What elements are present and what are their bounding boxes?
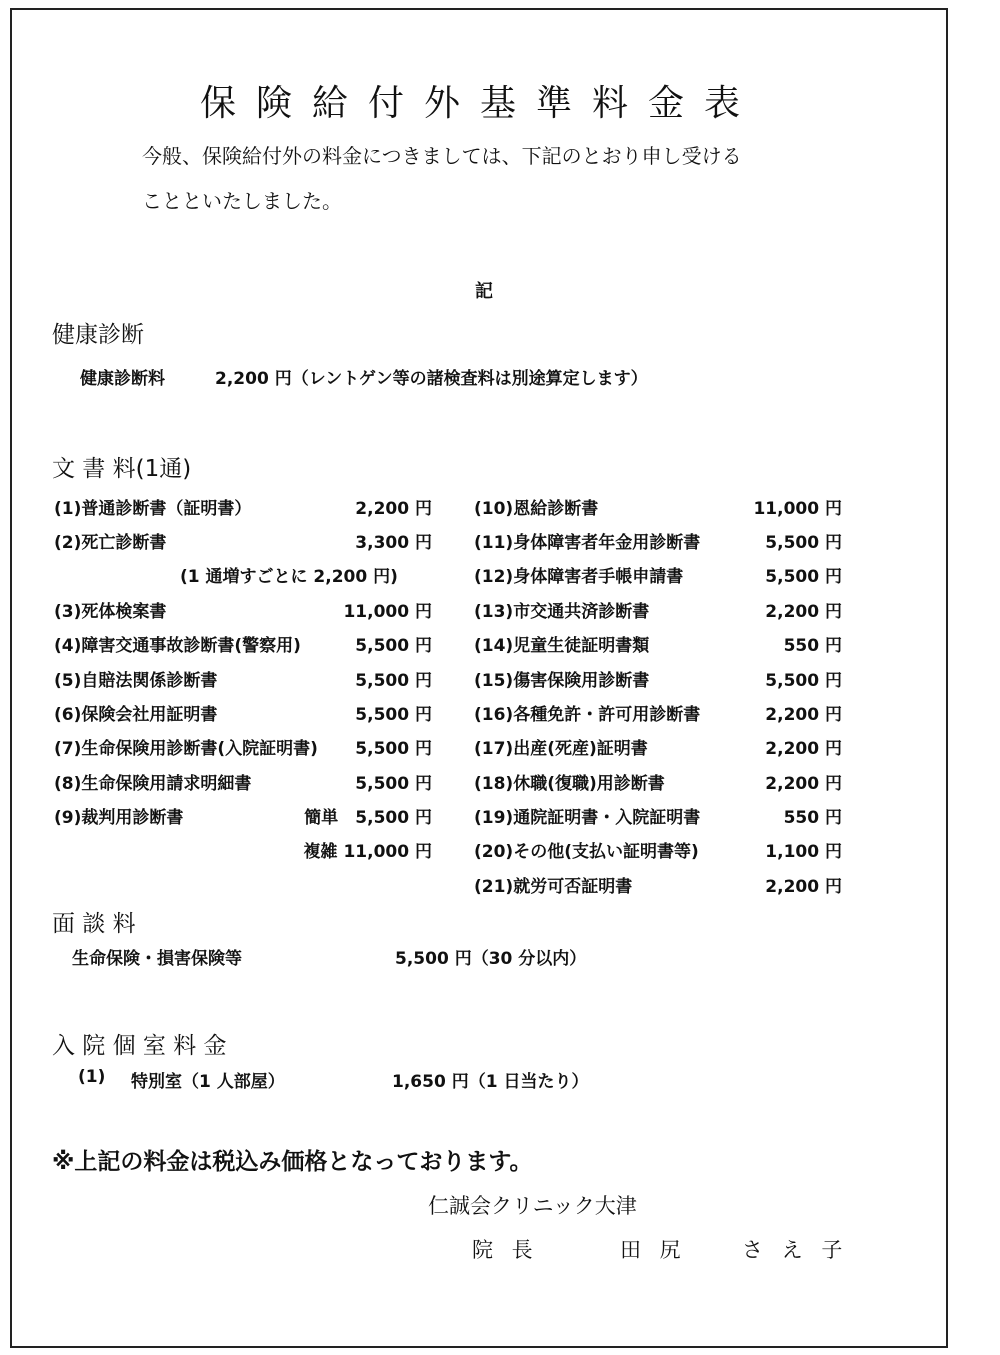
- doc-row: [474, 803, 842, 837]
- doc-row: [474, 562, 842, 596]
- checkup-price: 2,200 円（レントゲン等の諸検査料は別途算定します）: [215, 369, 648, 389]
- doc-price: 2,200 円: [765, 774, 842, 794]
- doc-row: [474, 597, 842, 631]
- doc-row: [54, 769, 432, 803]
- doc-row: [474, 494, 842, 528]
- doc-price: 2,200 円: [765, 602, 842, 622]
- doc-label: (17)出産(死産)証明書: [474, 739, 648, 759]
- doc-row: [474, 769, 842, 803]
- director-given-name: さ え 子: [742, 1238, 849, 1262]
- doc-price: 5,500 円: [765, 567, 842, 587]
- doc-label: (18)休職(復職)用診断書: [474, 774, 665, 794]
- doc-row: [54, 803, 432, 837]
- director-surname: 田 尻: [620, 1238, 687, 1262]
- doc-row: [474, 666, 842, 700]
- doc-label: (8)生命保険用請求明細書: [54, 774, 252, 794]
- doc-price: 5,500 円: [355, 739, 432, 759]
- doc-row: [474, 700, 842, 734]
- doc-row: [54, 734, 432, 768]
- interview-heading: 面 談 料: [52, 911, 136, 937]
- doc-label: (6)保険会社用証明書: [54, 705, 218, 725]
- ki-heading: 記: [475, 281, 493, 302]
- document-title: 保険給付外基準料金表: [199, 83, 760, 124]
- doc-price: 1,100 円: [765, 842, 842, 862]
- doc-label: (19)通院証明書・入院証明書: [474, 808, 701, 828]
- doc-row-note: [180, 562, 432, 596]
- doc-label: (13)市交通共済診断書: [474, 602, 650, 622]
- room-label: 特別室（1 人部屋）: [131, 1072, 285, 1092]
- doc-row: [54, 837, 432, 871]
- doc-row: [54, 700, 432, 734]
- doc-row: [54, 631, 432, 665]
- doc-label: (1)普通診断書（証明書）: [54, 499, 252, 519]
- doc-label: (16)各種免許・許可用診断書: [474, 705, 701, 725]
- documents-heading: 文 書 料(1通): [52, 456, 192, 482]
- doc-row: [474, 872, 842, 906]
- doc-label: (21)就労可否証明書: [474, 877, 633, 897]
- doc-label: (2)死亡診断書: [54, 533, 167, 553]
- doc-row: [474, 837, 842, 871]
- doc-label: (10)恩給診断書: [474, 499, 599, 519]
- doc-price: 550 円: [783, 808, 842, 828]
- doc-price: 簡単 5,500 円: [304, 808, 432, 828]
- doc-price: 5,500 円: [355, 636, 432, 656]
- doc-label: (14)児童生徒証明書類: [474, 636, 650, 656]
- doc-price: 5,500 円: [765, 671, 842, 691]
- doc-label: (4)障害交通事故診断書(警察用): [54, 636, 301, 656]
- doc-price: 11,000 円: [343, 602, 432, 622]
- doc-price: 2,200 円: [355, 499, 432, 519]
- tax-notice: ※上記の料金は税込み価格となっております。: [52, 1149, 533, 1175]
- director-title: 院 長: [472, 1238, 539, 1262]
- doc-price: 11,000 円: [753, 499, 842, 519]
- intro-line-2: ことといたしました。: [142, 189, 342, 213]
- room-heading: 入 院 個 室 料 金: [52, 1033, 227, 1059]
- doc-price: 2,200 円: [765, 705, 842, 725]
- doc-price: 2,200 円: [765, 877, 842, 897]
- doc-price: 5,500 円: [355, 774, 432, 794]
- doc-label: (9)裁判用診断書: [54, 808, 184, 828]
- doc-row: [54, 494, 432, 528]
- doc-price: 5,500 円: [355, 705, 432, 725]
- doc-label: (7)生命保険用診断書(入院証明書): [54, 739, 318, 759]
- doc-label: (20)その他(支払い証明書等): [474, 842, 699, 862]
- clinic-name: 仁誠会クリニック大津: [428, 1194, 637, 1218]
- interview-price: 5,500 円（30 分以内）: [395, 949, 587, 969]
- doc-price: 3,300 円: [355, 533, 432, 553]
- doc-price: 5,500 円: [355, 671, 432, 691]
- doc-label: (3)死体検案書: [54, 602, 167, 622]
- checkup-heading: 健康診断: [52, 322, 144, 348]
- doc-price: 5,500 円: [765, 533, 842, 553]
- doc-label: (15)傷害保険用診断書: [474, 671, 650, 691]
- doc-label: (11)身体障害者年金用診断書: [474, 533, 701, 553]
- doc-row: [474, 528, 842, 562]
- doc-price: 550 円: [783, 636, 842, 656]
- doc-price: 2,200 円: [765, 739, 842, 759]
- checkup-label: 健康診断料: [80, 369, 165, 389]
- doc-row: [474, 631, 842, 665]
- intro-line-1: 今般、保険給付外の料金につきましては、下記のとおり申し受ける: [142, 144, 742, 168]
- doc-price: 複雑 11,000 円: [303, 842, 432, 862]
- interview-label: 生命保険・損害保険等: [72, 949, 242, 969]
- doc-row: [54, 597, 432, 631]
- doc-label: (12)身体障害者手帳申請書: [474, 567, 684, 587]
- doc-row: [54, 666, 432, 700]
- doc-note: (1 通増すごとに 2,200 円): [180, 567, 398, 587]
- room-price: 1,650 円（1 日当たり）: [392, 1072, 589, 1092]
- room-number: (1): [78, 1067, 106, 1087]
- doc-row: [474, 734, 842, 768]
- doc-label: (5)自賠法関係診断書: [54, 671, 218, 691]
- doc-row: [54, 528, 432, 562]
